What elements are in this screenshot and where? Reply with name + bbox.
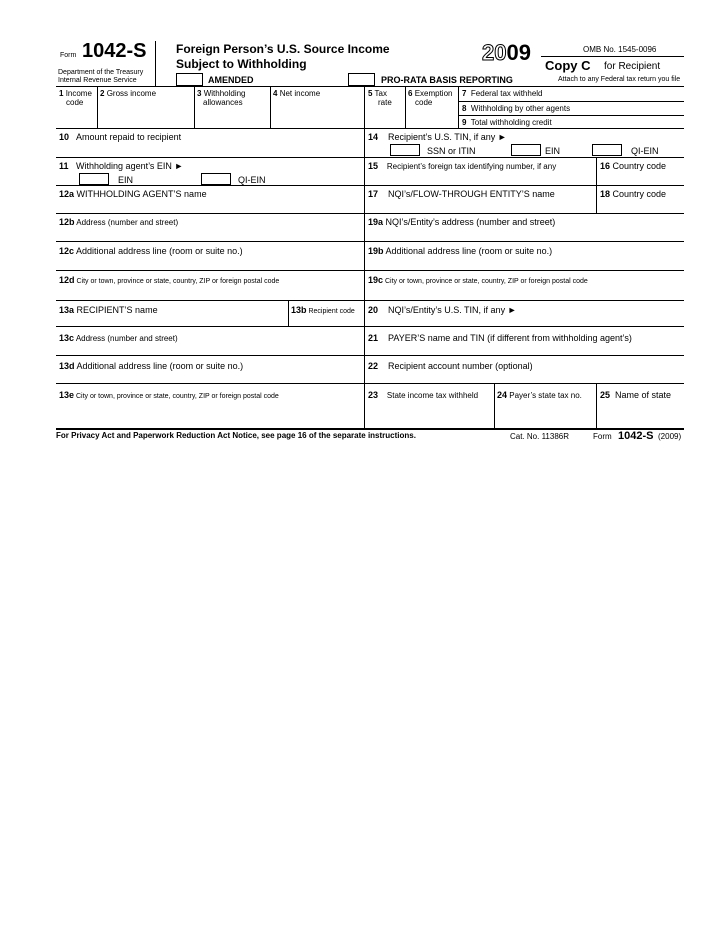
box25-label: 25 Name of state <box>600 390 672 400</box>
left-rule <box>56 383 364 384</box>
box9-label: 9 Total withholding credit <box>462 118 552 127</box>
dept-line2: Internal Revenue Service <box>58 77 137 84</box>
form-title-line1: Foreign Person’s U.S. Source Income <box>176 42 390 56</box>
privacy-notice: For Privacy Act and Paperwork Reduction Act Notice, see page 16 of the separate instructions. <box>56 431 416 440</box>
left-rule <box>56 213 364 214</box>
right-rule <box>364 157 684 158</box>
box4-label: 4 Net income <box>273 89 321 98</box>
box13c-label: 13c Address (number and street) <box>59 333 178 343</box>
box3-label-b: allowances <box>203 98 243 107</box>
tax-year: 2009 <box>482 40 531 65</box>
full-rule <box>56 300 684 301</box>
left-rule <box>56 355 364 356</box>
box17-label: 17 NQI’s/FLOW-THROUGH ENTITY’S name <box>368 189 555 199</box>
box13d-label: 13d Additional address line (room or suite no.) <box>59 361 244 371</box>
box11-label: 11 Withholding agent’s EIN ► <box>59 161 184 171</box>
box14-qiein-label: QI-EIN <box>631 146 659 156</box>
box5-label-b: rate <box>378 98 392 107</box>
box18-divider <box>596 185 597 213</box>
left-rule <box>56 270 364 271</box>
box19a-label: 19a NQI’s/Entity’s address (number and street) <box>368 217 556 227</box>
box7-label: 7 Federal tax withheld <box>462 89 543 98</box>
box6-exemption-code-field[interactable] <box>407 108 457 126</box>
box14-label: 14 Recipient’s U.S. TIN, if any ► <box>368 132 507 142</box>
box12a-label: 12a WITHHOLDING AGENT’S name <box>59 189 207 199</box>
right-rule <box>364 213 684 214</box>
box12c-label: 12c Additional address line (room or suite no.) <box>59 246 243 256</box>
right-rule <box>364 326 684 327</box>
box13b-divider <box>288 300 289 326</box>
box14-ssn-checkbox[interactable] <box>390 144 420 156</box>
box25-divider <box>596 383 597 428</box>
box24-label: 24 Payer’s state tax no. <box>497 390 582 400</box>
box15-label: 15 Recipient’s foreign tax identifying number, if any <box>368 161 557 171</box>
prorata-label: PRO-RATA BASIS REPORTING <box>381 75 513 85</box>
copy-c-label: Copy C <box>545 58 591 73</box>
box5-tax-rate-field[interactable] <box>366 108 404 126</box>
box20-label: 20 NQI’s/Entity’s U.S. TIN, if any ► <box>368 305 517 315</box>
footer-form-number: 1042-S <box>618 430 654 442</box>
box8-label: 8 Withholding by other agents <box>462 104 571 113</box>
box23-label: 23 State income tax withheld <box>368 390 479 400</box>
form-title-line2: Subject to Withholding <box>176 57 307 71</box>
dept-line1: Department of the Treasury <box>58 69 144 76</box>
catalog-number: Cat. No. 11386R <box>510 432 569 441</box>
right-rule <box>364 355 684 356</box>
footer-form-word: Form <box>593 432 612 441</box>
left-rule <box>56 157 364 158</box>
right-rule <box>364 383 684 384</box>
row1-sub-rule <box>458 115 684 116</box>
box11-qiein-label: QI-EIN <box>238 175 266 185</box>
box2-label: 2 Gross income <box>100 89 157 98</box>
row1-divider <box>194 86 195 128</box>
box14-ein-label: EIN <box>545 146 561 156</box>
copy-rule <box>541 56 684 57</box>
box13e-label: 13e City or town, province or state, country, ZIP or foreign postal code <box>59 390 279 400</box>
form-word: Form <box>60 52 77 59</box>
prorata-checkbox[interactable] <box>348 73 375 86</box>
box22-label: 22 Recipient account number (optional) <box>368 361 533 371</box>
box14-ein-checkbox[interactable] <box>511 144 541 156</box>
form-bottom-rule <box>56 428 684 430</box>
box11-qiein-checkbox[interactable] <box>201 173 231 185</box>
box18-label: 18 Country code <box>600 189 667 199</box>
box10-label: 10 Amount repaid to recipient <box>59 132 182 142</box>
box6-label: 6 Exemption <box>408 89 453 98</box>
box14-qiein-checkbox[interactable] <box>592 144 622 156</box>
box11-ein-label: EIN <box>118 175 134 185</box>
footer-year: (2009) <box>658 432 682 441</box>
box16-divider <box>596 157 597 185</box>
box3-allowances-field[interactable] <box>196 108 269 126</box>
box1-income-code-field[interactable] <box>58 108 96 126</box>
row1-bottom-rule <box>56 128 684 129</box>
row1-divider <box>97 86 98 128</box>
copy-c-rest: for Recipient <box>604 61 661 72</box>
box16-label: 16 Country code <box>600 161 667 171</box>
row1-divider <box>270 86 271 128</box>
box4-net-income-field[interactable] <box>272 100 363 126</box>
row1-sub-rule <box>458 101 684 102</box>
omb-number: OMB No. 1545-0096 <box>583 45 657 54</box>
box19c-label: 19c City or town, province or state, country, ZIP or foreign postal code <box>368 275 588 285</box>
amended-label: AMENDED <box>208 75 254 85</box>
box13a-label: 13a RECIPIENT’S name <box>59 305 158 315</box>
left-rule <box>56 241 364 242</box>
box3-label: 3 Withholding <box>197 89 246 98</box>
right-rule <box>364 241 684 242</box>
right-rule <box>364 270 684 271</box>
box1-label: 1 Income <box>59 89 92 98</box>
row1-divider <box>458 86 459 128</box>
box21-label: 21 PAYER’S name and TIN (if different from withholding agent’s) <box>368 333 632 343</box>
box5-label: 5 Tax <box>368 89 387 98</box>
attach-note: Attach to any Federal tax return you file <box>558 76 681 83</box>
amended-checkbox[interactable] <box>176 73 203 86</box>
box12d-label: 12d City or town, province or state, country, ZIP or foreign postal code <box>59 275 280 285</box>
box12b-label: 12b Address (number and street) <box>59 217 179 227</box>
header-bottom-rule <box>56 86 684 87</box>
box2-gross-income-field[interactable] <box>99 100 193 126</box>
left-rule <box>56 326 364 327</box>
box14-ssn-label: SSN or ITIN <box>427 146 476 156</box>
box11-ein-checkbox[interactable] <box>79 173 109 185</box>
center-divider <box>364 86 365 428</box>
left-rule <box>56 185 364 186</box>
box6-label-b: code <box>415 98 433 107</box>
row1-divider <box>405 86 406 128</box>
right-rule <box>364 185 684 186</box>
box13b-label: 13b Recipient code <box>291 305 355 315</box>
box24-divider <box>494 383 495 428</box>
header-divider <box>155 41 156 86</box>
box1-label-b: code <box>66 98 84 107</box>
form-number: 1042-S <box>82 40 147 62</box>
box19b-label: 19b Additional address line (room or suite no.) <box>368 246 553 256</box>
